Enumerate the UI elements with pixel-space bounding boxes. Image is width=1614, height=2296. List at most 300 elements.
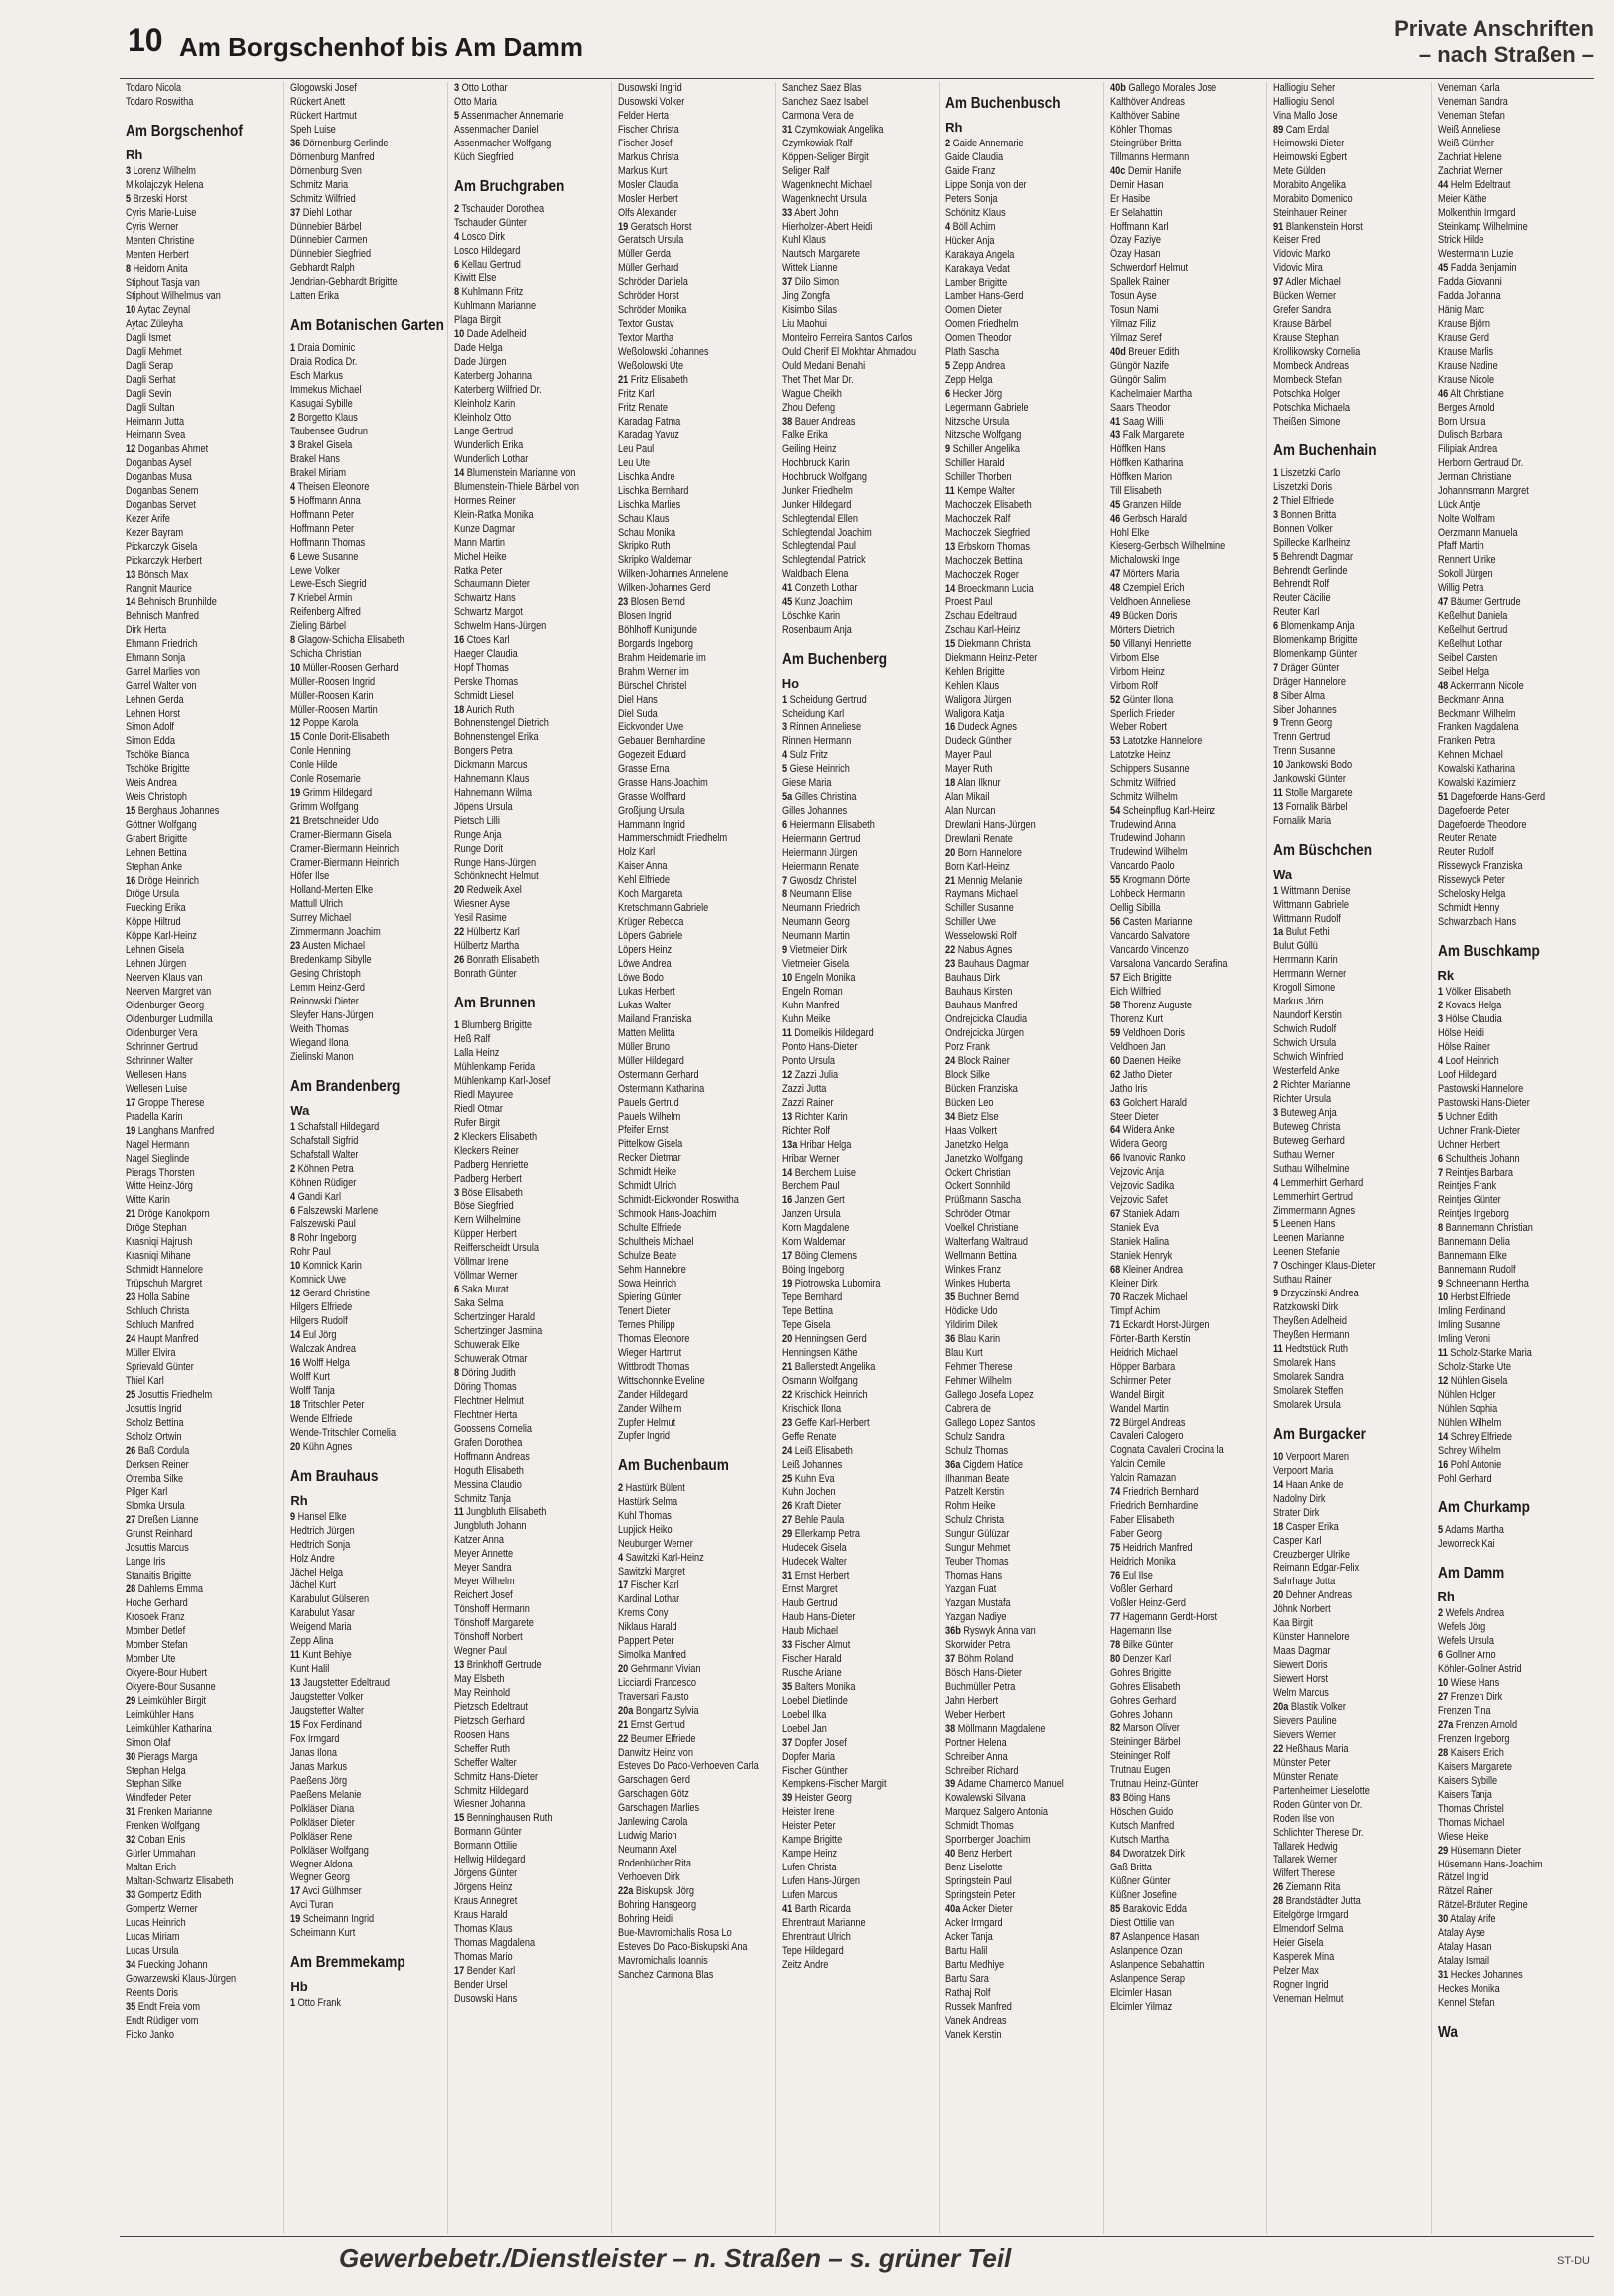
resident-name: Lukas Herbert xyxy=(618,985,675,998)
resident-name: Reifenberg Alfred xyxy=(290,606,362,619)
directory-entry xyxy=(1438,1621,1592,1635)
house-number: 40a xyxy=(945,1903,961,1916)
resident-name: Mörters Dietrich xyxy=(1109,624,1175,637)
directory-entry xyxy=(618,1430,772,1444)
directory-entry xyxy=(1273,1163,1428,1177)
directory-entry xyxy=(1438,1083,1592,1097)
resident-name: Dilo Simon xyxy=(794,276,839,289)
house-number: 7 xyxy=(781,874,787,887)
directory-entry xyxy=(618,986,772,1000)
resident-name: Bartu Medhiye xyxy=(945,1958,1005,1971)
directory-entry xyxy=(945,165,1100,179)
resident-name: Uchner Frank-Dieter xyxy=(1437,1124,1520,1137)
directory-entry xyxy=(618,1941,772,1955)
resident-name: Welm Marcus xyxy=(1273,1687,1329,1700)
resident-name: Tepe Bernhard xyxy=(781,1292,842,1304)
directory-entry xyxy=(782,1597,937,1611)
resident-name: Lemm Heinz-Gerd xyxy=(290,982,366,995)
resident-name: Ould Cherif El Mokhtar Ahmadou xyxy=(781,346,916,359)
street-heading: Am Bremmekamp xyxy=(290,1954,405,1972)
resident-name: Lohbeck Hermann xyxy=(1109,888,1185,901)
directory-entry xyxy=(454,1867,609,1881)
resident-name: Pittelkow Gisela xyxy=(618,1138,683,1151)
directory-entry xyxy=(1273,940,1428,954)
directory-entry xyxy=(782,596,937,610)
house-number: 19 xyxy=(290,1913,301,1926)
resident-name: Schirmer Peter xyxy=(1109,1374,1171,1387)
resident-name: Ratzkowski Dirk xyxy=(1273,1301,1339,1314)
resident-name: Hoffmann Andreas xyxy=(453,1450,530,1463)
house-number: 20a xyxy=(1273,1700,1289,1713)
directory-entry xyxy=(945,207,1100,221)
directory-entry xyxy=(782,1500,937,1514)
directory-entry xyxy=(1110,527,1264,541)
resident-name: Leimkühler Birgit xyxy=(137,1694,207,1707)
house-number: 80 xyxy=(1109,1652,1120,1665)
directory-entry xyxy=(454,453,609,467)
resident-name: Bretschneider Udo xyxy=(303,814,380,827)
directory-entry xyxy=(782,138,937,151)
directory-entry xyxy=(290,523,444,537)
resident-name: Weber Robert xyxy=(1109,720,1167,733)
resident-name: Atalay Ismail xyxy=(1437,1955,1489,1968)
resident-name: Krollikowsky Cornelia xyxy=(1273,346,1361,359)
directory-entry xyxy=(1273,1854,1428,1867)
directory-entry xyxy=(618,1482,772,1496)
directory-entry xyxy=(454,676,609,690)
directory-entry xyxy=(782,847,937,861)
resident-name: Acker Irmgard xyxy=(945,1917,1003,1929)
directory-entry xyxy=(618,513,772,527)
directory-entry xyxy=(126,555,281,569)
resident-name: Schlichter Therese Dr. xyxy=(1273,1826,1364,1839)
resident-name: Hölse Rainer xyxy=(1437,1040,1490,1053)
directory-column xyxy=(447,82,611,2234)
resident-name: Hülbertz Martha xyxy=(453,940,520,953)
resident-name: Thorenz Kurt xyxy=(1109,1012,1163,1025)
resident-name: Kampe Heinz xyxy=(781,1848,837,1861)
resident-name: Dickmann Marcus xyxy=(453,758,528,771)
resident-name: Benz Liselotte xyxy=(945,1862,1003,1874)
resident-name: Kutsch Martha xyxy=(1109,1834,1169,1847)
resident-name: Richter Marianne xyxy=(1280,1078,1351,1091)
directory-entry xyxy=(454,1117,609,1131)
directory-entry xyxy=(1110,374,1264,388)
directory-entry xyxy=(1438,527,1592,541)
resident-name: Pastowski Hans-Dieter xyxy=(1437,1096,1530,1109)
house-number: 16 xyxy=(945,721,956,734)
resident-name: Özay Faziye xyxy=(1109,234,1161,247)
directory-entry xyxy=(1273,1881,1428,1895)
resident-name: Pfaff Martin xyxy=(1437,540,1484,553)
directory-entry xyxy=(454,1103,609,1117)
resident-name: Assenmacher Wolfgang xyxy=(453,137,552,149)
resident-name: Völlmar Werner xyxy=(453,1270,518,1283)
resident-name: Paeßens Jörg xyxy=(290,1774,348,1787)
resident-name: Zander Hildegard xyxy=(618,1388,689,1401)
resident-name: Simon Edda xyxy=(126,734,175,747)
resident-name: Hänig Marc xyxy=(1437,304,1484,317)
directory-entry xyxy=(290,1121,444,1135)
directory-entry xyxy=(1438,1111,1592,1125)
directory-entry xyxy=(1273,193,1428,207)
directory-entry xyxy=(618,568,772,582)
resident-name: Schmitz Maria xyxy=(290,178,349,191)
directory-entry xyxy=(126,1305,281,1319)
directory-entry xyxy=(1438,568,1592,582)
directory-entry xyxy=(1273,290,1428,304)
directory-entry xyxy=(945,791,1100,805)
directory-entry xyxy=(454,1617,609,1631)
directory-entry xyxy=(618,1319,772,1333)
resident-name: Momber Stefan xyxy=(126,1638,188,1651)
resident-name: Bongers Petra xyxy=(453,744,513,757)
resident-name: Jaugstetter Volker xyxy=(290,1691,364,1704)
house-number: 36 xyxy=(290,137,301,149)
resident-name: Blumenstein Marianne von xyxy=(466,466,576,479)
directory-entry xyxy=(1110,1430,1264,1444)
directory-entry xyxy=(618,708,772,721)
resident-name: Nagel Sieglinde xyxy=(126,1152,190,1165)
directory-entry xyxy=(945,388,1100,402)
directory-entry xyxy=(1438,234,1592,248)
resident-name: Faber Georg xyxy=(1109,1528,1162,1541)
resident-name: Villanyi Henriette xyxy=(1122,638,1192,651)
resident-name: Schulte Elfriede xyxy=(618,1222,682,1235)
resident-name: Schultheis Johann xyxy=(1445,1152,1520,1165)
directory-entry xyxy=(1273,402,1428,416)
resident-name: Wunderlich Lothar xyxy=(453,452,529,465)
resident-name: Witte Karin xyxy=(126,1194,170,1207)
resident-name: Friedrich Bernhardine xyxy=(1109,1500,1198,1513)
resident-name: Lehnen Gerda xyxy=(126,694,184,707)
house-number: 14 xyxy=(1437,1430,1448,1443)
resident-name: Kleckers Elisabeth xyxy=(461,1130,537,1143)
directory-entry xyxy=(782,1027,937,1041)
directory-entry xyxy=(290,1037,444,1051)
resident-name: Schröder Horst xyxy=(618,290,679,303)
directory-entry xyxy=(1110,1848,1264,1862)
house-number: 4 xyxy=(781,748,787,761)
resident-name: Bonnen Volker xyxy=(1273,522,1333,535)
resident-name: Frenken Marianne xyxy=(137,1806,213,1819)
resident-name: Todaro Roswitha xyxy=(126,95,194,108)
directory-entry xyxy=(1438,1899,1592,1913)
house-number: 15 xyxy=(290,1718,301,1731)
directory-entry xyxy=(454,1242,609,1256)
street-heading: Am Brunnen xyxy=(453,995,536,1012)
directory-entry xyxy=(454,1854,609,1867)
directory-entry xyxy=(1438,165,1592,179)
directory-entry xyxy=(782,930,937,944)
resident-name: Avci Turan xyxy=(290,1899,334,1912)
directory-entry xyxy=(782,1667,937,1681)
resident-name: Atalay Arife xyxy=(1449,1913,1496,1926)
house-number: 8 xyxy=(290,634,296,647)
directory-entry xyxy=(1110,1639,1264,1653)
resident-name: Schluch Christa xyxy=(126,1305,190,1318)
directory-entry xyxy=(1438,721,1592,735)
directory-entry xyxy=(290,718,444,731)
directory-entry xyxy=(454,96,609,110)
directory-entry xyxy=(782,1208,937,1222)
directory-entry xyxy=(945,958,1100,972)
resident-name: Schmidt Heike xyxy=(618,1166,677,1179)
directory-entry xyxy=(782,1611,937,1625)
resident-name: Voelkel Christiane xyxy=(945,1222,1019,1235)
directory-entry xyxy=(1438,554,1592,568)
resident-name: Bender Karl xyxy=(466,1964,516,1977)
resident-name: Behrendt Rolf xyxy=(1273,578,1330,591)
directory-entry xyxy=(618,1733,772,1747)
directory-entry xyxy=(1438,110,1592,124)
resident-name: Wunderlich Erika xyxy=(453,438,523,451)
directory-entry xyxy=(454,1284,609,1297)
directory-entry xyxy=(782,1528,937,1542)
resident-name: Yilmaz Seref xyxy=(1109,332,1162,345)
resident-name: Behrendt Gerlinde xyxy=(1273,564,1348,577)
directory-entry xyxy=(1438,443,1592,457)
house-number: 30 xyxy=(1437,1913,1448,1926)
directory-entry xyxy=(454,1548,609,1562)
directory-entry xyxy=(454,731,609,745)
resident-name: Pappert Peter xyxy=(618,1634,674,1647)
resident-name: Mühlenkamp Ferida xyxy=(453,1060,535,1073)
directory-entry xyxy=(782,1403,937,1417)
resident-name: Sahrhage Jutta xyxy=(1273,1576,1336,1588)
resident-name: Meyer Wilhelm xyxy=(453,1576,515,1588)
directory-entry xyxy=(1273,82,1428,96)
directory-entry xyxy=(126,290,281,304)
resident-name: Scholz-Starke Maria xyxy=(1449,1346,1532,1359)
resident-name: Schertzinger Harald xyxy=(453,1311,535,1324)
resident-name: Czempiel Erich xyxy=(1122,582,1185,595)
house-number: 22 xyxy=(945,944,956,957)
resident-name: Richter Ursula xyxy=(1273,1092,1332,1105)
directory-entry xyxy=(618,1069,772,1083)
street-heading: Am Büschchen xyxy=(1273,841,1373,859)
directory-entry xyxy=(618,1927,772,1941)
resident-name: Frenzen Dirk xyxy=(1450,1691,1502,1704)
footer-code: ST-DU xyxy=(1557,2255,1590,2267)
resident-name: Garrel Marlies von xyxy=(126,666,200,679)
directory-entry xyxy=(126,1639,281,1653)
directory-entry xyxy=(1438,402,1592,416)
resident-name: Tepe Gisela xyxy=(781,1319,831,1332)
directory-entry xyxy=(1110,958,1264,972)
directory-entry xyxy=(782,96,937,110)
directory-entry xyxy=(454,662,609,676)
resident-name: Schrey Elfriede xyxy=(1450,1430,1512,1443)
directory-entry xyxy=(945,1931,1100,1945)
directory-entry xyxy=(618,248,772,262)
house-number: 51 xyxy=(1437,790,1448,803)
directory-entry xyxy=(1273,165,1428,179)
house-number: 78 xyxy=(1109,1638,1120,1651)
resident-name: Bannemann Delia xyxy=(1437,1236,1510,1249)
resident-name: Veneman Sandra xyxy=(1437,95,1508,108)
directory-entry xyxy=(126,1570,281,1583)
directory-entry xyxy=(454,1506,609,1520)
directory-entry xyxy=(1110,1931,1264,1945)
directory-entry xyxy=(126,221,281,235)
directory-entry xyxy=(1273,96,1428,110)
resident-name: Jörgens Günter xyxy=(453,1867,518,1880)
house-number: 20a xyxy=(618,1704,634,1717)
house-number: 20 xyxy=(945,846,956,859)
resident-name: Müller Gerhard xyxy=(618,262,679,275)
house-number: 37 xyxy=(945,1652,956,1665)
resident-name: Denzer Karl xyxy=(1122,1652,1171,1665)
resident-name: Tenert Dieter xyxy=(618,1304,671,1317)
house-number: 1 xyxy=(290,342,296,355)
directory-entry xyxy=(454,870,609,884)
resident-name: Buteweg Anja xyxy=(1280,1106,1337,1119)
resident-name: Domeikis Hildegard xyxy=(793,1027,874,1039)
resident-name: Kachelmaier Martha xyxy=(1109,387,1192,400)
directory-entry xyxy=(618,1375,772,1389)
resident-name: Patzelt Kerstin xyxy=(945,1486,1005,1499)
resident-name: Kraus Annegret xyxy=(453,1895,518,1908)
directory-entry xyxy=(454,1534,609,1548)
directory-entry xyxy=(1273,1535,1428,1549)
directory-entry xyxy=(1438,1445,1592,1459)
directory-entry xyxy=(1273,1631,1428,1645)
resident-name: Bohring Hansgeorg xyxy=(618,1899,697,1911)
resident-name: Machoczek Elisabeth xyxy=(945,498,1032,511)
directory-entry xyxy=(1438,82,1592,96)
directory-entry xyxy=(1273,1951,1428,1965)
resident-name: Reifferscheidt Ursula xyxy=(453,1242,539,1255)
resident-name: Eul Jörg xyxy=(303,1329,337,1342)
directory-entry xyxy=(454,412,609,426)
house-number: 13 xyxy=(945,540,956,553)
resident-name: Schneemann Hertha xyxy=(1445,1278,1529,1291)
resident-name: Sowa Heinrich xyxy=(618,1277,677,1290)
house-number: 13a xyxy=(781,1138,798,1151)
directory-entry xyxy=(782,443,937,457)
directory-entry xyxy=(945,1542,1100,1556)
directory-entry xyxy=(782,1723,937,1737)
house-number: 77 xyxy=(1109,1610,1120,1623)
resident-name: Kraft Dieter xyxy=(794,1500,841,1513)
directory-entry xyxy=(618,1236,772,1250)
house-number: 28 xyxy=(1273,1895,1284,1908)
resident-name: Zachriat Werner xyxy=(1437,164,1503,177)
resident-name: Seibel Carsten xyxy=(1437,652,1497,665)
directory-entry xyxy=(1438,735,1592,749)
resident-name: Kern Wilhelmine xyxy=(453,1214,521,1227)
resident-name: Blau Kurt xyxy=(945,1346,983,1359)
resident-name: Naundorf Kerstin xyxy=(1273,1009,1342,1022)
resident-name: Fischer Josef xyxy=(618,137,672,149)
directory-entry xyxy=(945,680,1100,694)
directory-entry xyxy=(618,860,772,874)
directory-entry xyxy=(454,1270,609,1284)
resident-name: Roosen Hans xyxy=(453,1728,510,1741)
resident-name: Thorenz Auguste xyxy=(1122,999,1192,1011)
resident-name: Sperlich Frieder xyxy=(1109,707,1175,719)
directory-entry xyxy=(290,1899,444,1913)
directory-entry xyxy=(454,356,609,370)
resident-name: Junker Hildegard xyxy=(781,498,852,511)
resident-name: Lufen Hans-Jürgen xyxy=(781,1875,860,1888)
directory-entry xyxy=(1110,1862,1264,1875)
directory-entry xyxy=(126,374,281,388)
directory-entry xyxy=(1438,749,1592,763)
directory-entry xyxy=(1110,986,1264,1000)
directory-entry xyxy=(618,262,772,276)
resident-name: Ellerkamp Petra xyxy=(794,1528,860,1541)
directory-entry xyxy=(126,193,281,207)
house-number: 31 xyxy=(781,1570,792,1582)
resident-name: Rennert Ulrike xyxy=(1437,554,1496,567)
resident-name: Schrinner Gertrud xyxy=(126,1040,198,1053)
resident-name: Kleiner Andrea xyxy=(1122,1264,1183,1277)
resident-name: Hahnemann Wilma xyxy=(453,786,532,799)
directory-entry xyxy=(126,1333,281,1347)
directory-entry xyxy=(1110,1347,1264,1361)
resident-name: Fehmer Wilhelm xyxy=(945,1374,1012,1387)
resident-name: Loebel Dietlinde xyxy=(781,1694,848,1707)
house-number: 21 xyxy=(290,814,301,827)
directory-entry xyxy=(1110,1097,1264,1111)
resident-name: Wittmann Gabriele xyxy=(1273,898,1350,911)
directory-entry xyxy=(454,1562,609,1576)
resident-name: Brandstädter Jutta xyxy=(1285,1895,1361,1908)
resident-name: Dröge Heinrich xyxy=(137,874,199,887)
directory-entry xyxy=(782,499,937,513)
directory-entry xyxy=(1273,248,1428,262)
resident-name: Krause Marlis xyxy=(1437,346,1493,359)
resident-name: Wellesen Hans xyxy=(126,1068,187,1081)
resident-name: Sungur Mehmet xyxy=(945,1542,1011,1555)
directory-entry xyxy=(454,259,609,273)
resident-name: Lufen Marcus xyxy=(781,1889,838,1902)
resident-name: Saars Theodor xyxy=(1109,401,1171,414)
directory-entry xyxy=(290,509,444,523)
resident-name: Grimm Hildegard xyxy=(303,786,373,799)
resident-name: Reichert Josef xyxy=(453,1589,513,1602)
directory-entry xyxy=(1110,1166,1264,1180)
directory-entry xyxy=(1438,1013,1592,1027)
resident-name: Jahn Herbert xyxy=(945,1694,999,1707)
resident-name: Kasugai Sybille xyxy=(290,398,354,411)
resident-name: Völlmar Irene xyxy=(453,1256,509,1269)
directory-entry xyxy=(945,1473,1100,1487)
directory-entry xyxy=(454,578,609,592)
directory-column xyxy=(611,82,774,2234)
resident-name: Bücken Franziska xyxy=(945,1082,1019,1095)
resident-name: Gaide Franz xyxy=(945,164,996,177)
directory-entry xyxy=(1273,304,1428,318)
resident-name: Gandi Karl xyxy=(298,1190,342,1203)
directory-entry xyxy=(1110,860,1264,874)
directory-entry xyxy=(1438,262,1592,276)
resident-name: Höfer Ilse xyxy=(290,870,330,883)
directory-entry xyxy=(618,902,772,916)
directory-entry xyxy=(618,1013,772,1027)
directory-entry xyxy=(1273,1589,1428,1603)
resident-name: Frenzen Arnold xyxy=(1455,1718,1517,1731)
directory-entry xyxy=(1110,846,1264,860)
directory-entry xyxy=(1110,1180,1264,1194)
directory-entry xyxy=(1438,1983,1592,1997)
section-label-line1: Private Anschriften xyxy=(1394,16,1594,41)
house-number: 29 xyxy=(126,1694,136,1707)
resident-name: Bönsch Max xyxy=(137,568,189,581)
resident-name: Czymkowiak Angelika xyxy=(794,123,884,136)
